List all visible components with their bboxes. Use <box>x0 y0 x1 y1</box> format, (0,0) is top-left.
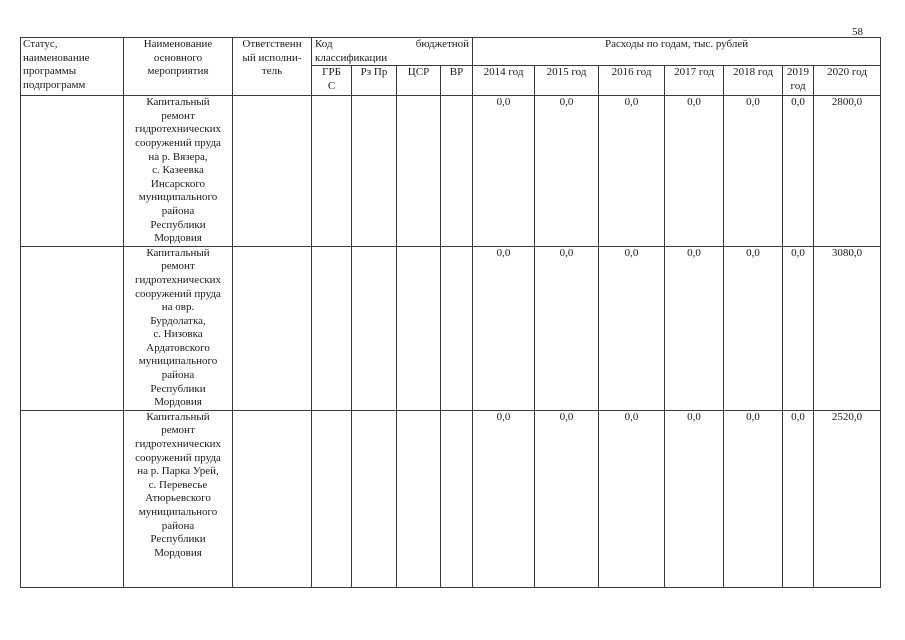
year-header: 2018 год <box>724 66 783 96</box>
code-word-3: классификации <box>315 51 388 64</box>
page-number: 58 <box>852 26 863 38</box>
grbs-cell <box>312 96 352 247</box>
vr-cell <box>441 96 473 247</box>
event-cell: Капитальный ремонт гидротехнических сооружений пруда на р. Парка Урей, с. Перевесье Атюрьевского муниципального района Республики Мордовия <box>124 410 233 587</box>
year-header: 2016 год <box>599 66 665 96</box>
rzpr-header: Рз Пр <box>352 66 397 96</box>
rzpr-cell <box>352 96 397 247</box>
grbs-cell <box>312 246 352 410</box>
value-cell: 0,0 <box>783 96 814 247</box>
event-cell: Капитальный ремонт гидротехнических сооружений пруда на овр. Бурдолатка, с. Низовка Ардатовского муниципального района Республики Мордовия <box>124 246 233 410</box>
value-cell: 0,0 <box>724 246 783 410</box>
table-row <box>21 410 881 587</box>
table-row <box>21 246 881 410</box>
rzpr-cell <box>352 410 397 587</box>
status-cell <box>21 410 124 587</box>
budget-code-header <box>312 38 473 66</box>
status-header: Статус, наименование программы подпрограмм <box>21 38 124 96</box>
value-cell: 0,0 <box>535 410 599 587</box>
value-cell: 0,0 <box>724 96 783 247</box>
csr-cell <box>397 246 441 410</box>
year-header: 2015 год <box>535 66 599 96</box>
year-header: 2014 год <box>473 66 535 96</box>
value-cell: 0,0 <box>599 246 665 410</box>
table-row <box>21 96 881 247</box>
executor-cell <box>233 246 312 410</box>
year-header: 2017 год <box>665 66 724 96</box>
grbs-cell <box>312 410 352 587</box>
value-cell: 0,0 <box>473 246 535 410</box>
event-header: Наименование основного мероприятия <box>124 38 233 96</box>
value-cell: 0,0 <box>535 246 599 410</box>
value-cell: 0,0 <box>599 410 665 587</box>
executor-header: Ответственн ый исполни- тель <box>233 38 312 96</box>
value-cell: 0,0 <box>535 96 599 247</box>
status-cell <box>21 246 124 410</box>
expenses-header: Расходы по годам, тыс. рублей <box>473 38 881 66</box>
vr-cell <box>441 410 473 587</box>
value-cell: 0,0 <box>665 246 724 410</box>
csr-cell <box>397 96 441 247</box>
executor-cell <box>233 410 312 587</box>
value-cell: 0,0 <box>783 246 814 410</box>
year-header: 2019 год <box>783 66 814 96</box>
rzpr-cell <box>352 246 397 410</box>
value-cell: 0,0 <box>665 410 724 587</box>
budget-table <box>20 37 881 588</box>
code-word-2: бюджетной <box>415 38 470 50</box>
vr-header: ВР <box>441 66 473 96</box>
status-cell <box>21 96 124 247</box>
value-cell: 0,0 <box>665 96 724 247</box>
code-word-1: Код <box>315 38 333 50</box>
value-cell: 0,0 <box>599 96 665 247</box>
header-row <box>21 38 881 66</box>
executor-cell <box>233 96 312 247</box>
event-cell: Капитальный ремонт гидротехнических сооружений пруда на р. Вязера, с. Казеевка Инсарского муниципального района Республики Мордовия <box>124 96 233 247</box>
value-cell: 0,0 <box>724 410 783 587</box>
grbs-header: ГРБ С <box>312 66 352 96</box>
value-cell: 2800,0 <box>814 96 881 247</box>
value-cell: 0,0 <box>473 96 535 247</box>
value-cell: 0,0 <box>473 410 535 587</box>
csr-header: ЦСР <box>397 66 441 96</box>
value-cell: 3080,0 <box>814 246 881 410</box>
year-header: 2020 год <box>814 66 881 96</box>
csr-cell <box>397 410 441 587</box>
value-cell: 0,0 <box>783 410 814 587</box>
vr-cell <box>441 246 473 410</box>
value-cell: 2520,0 <box>814 410 881 587</box>
